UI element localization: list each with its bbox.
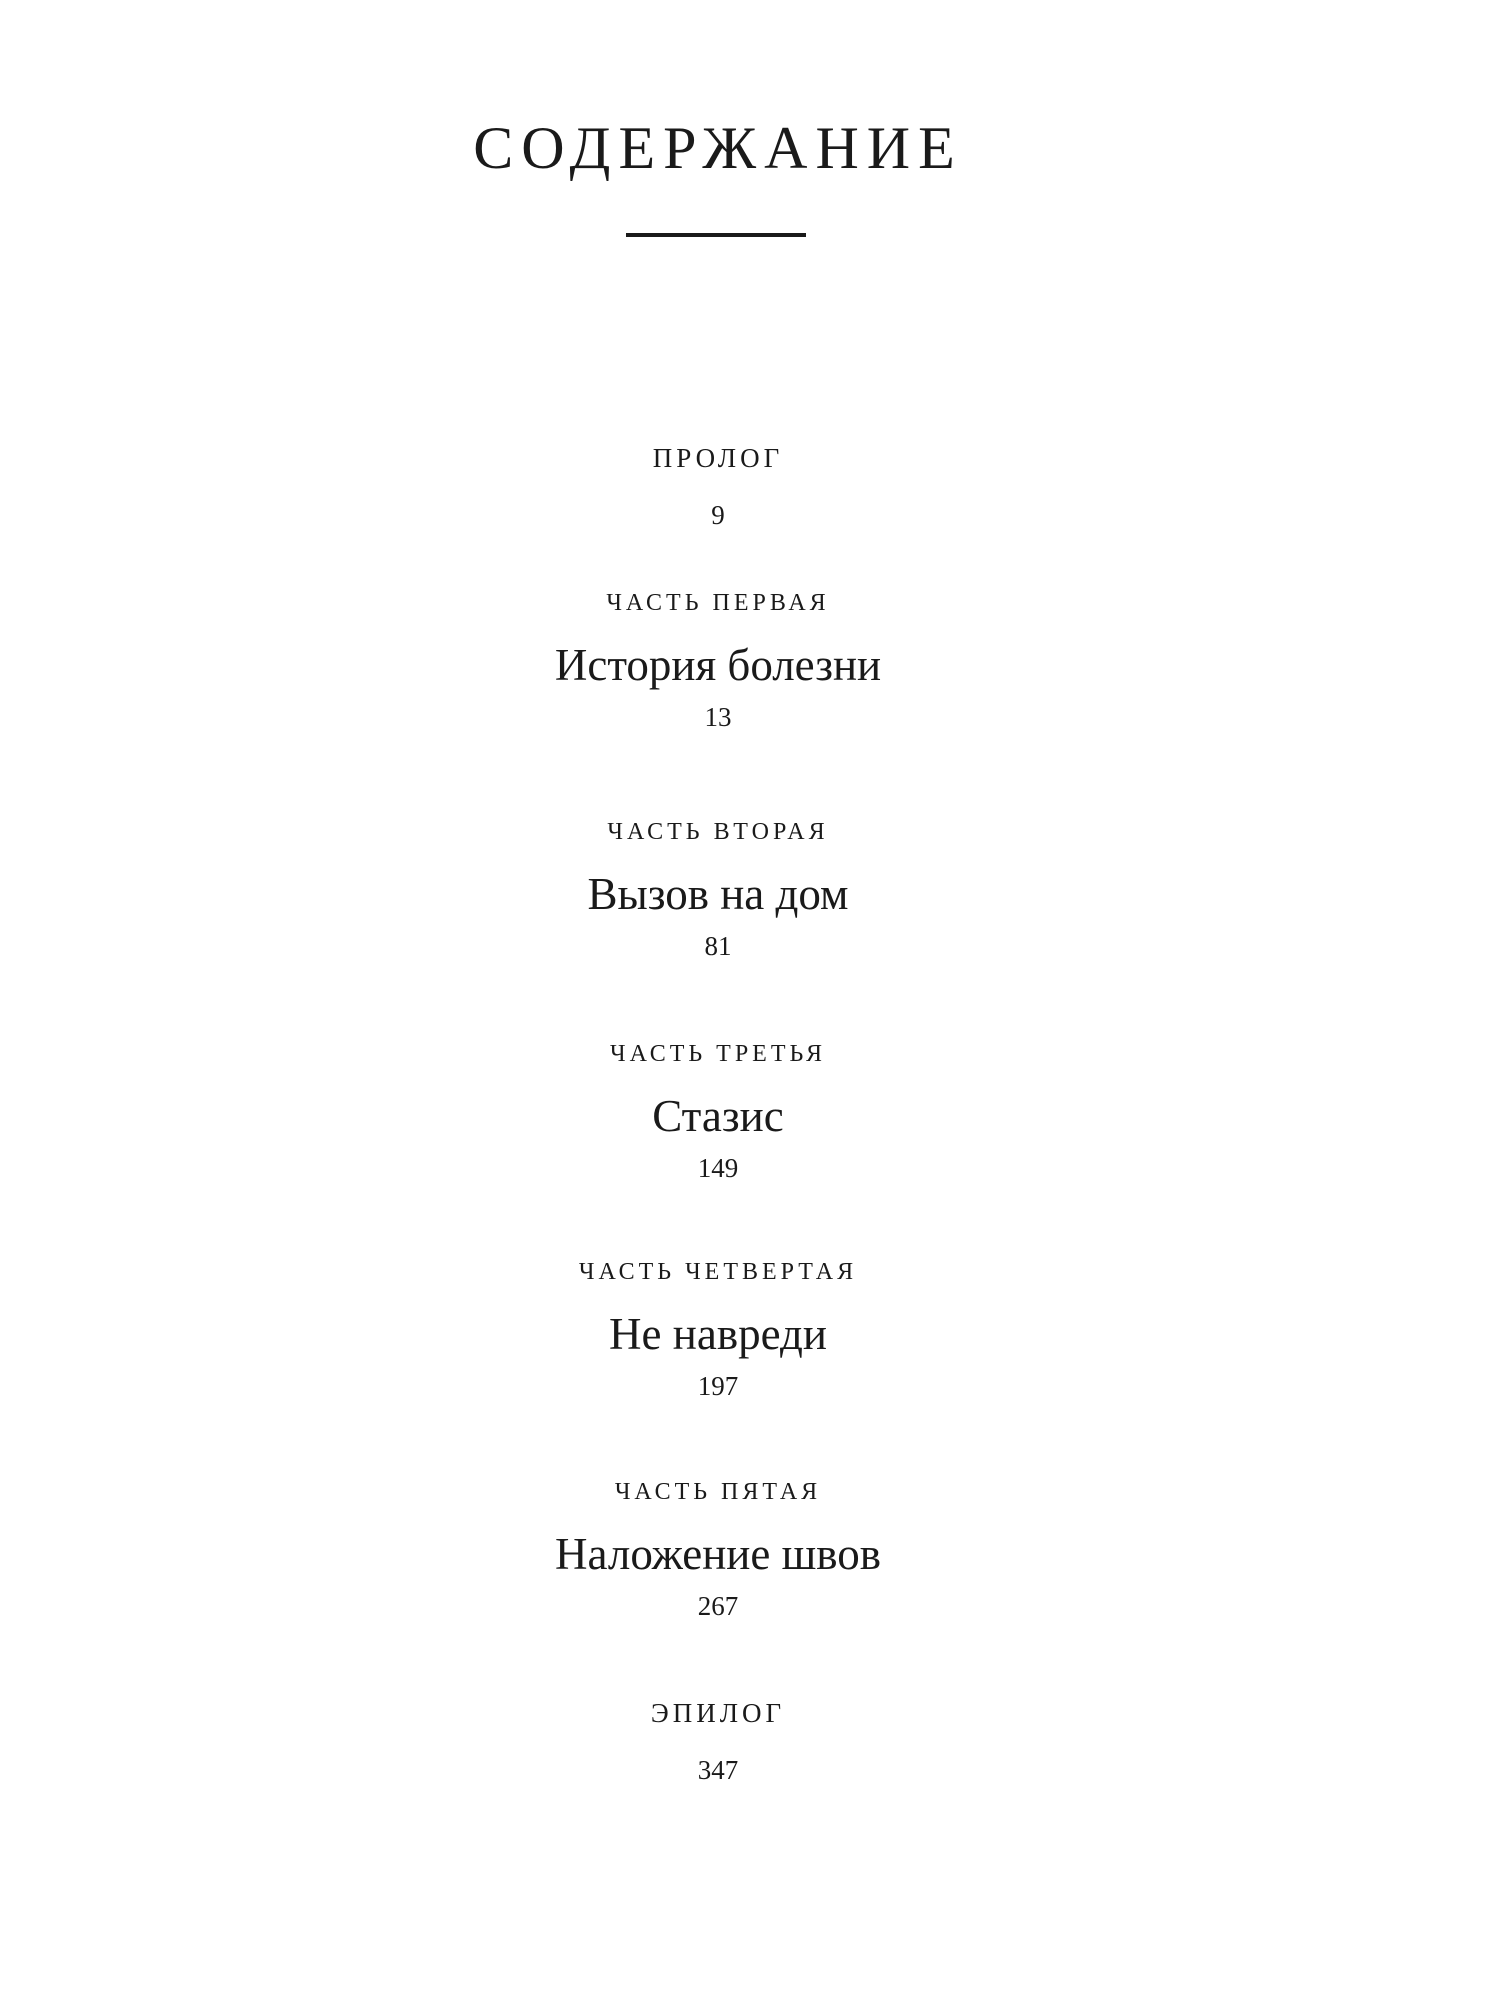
toc-entry-part-2 xyxy=(0,820,1436,960)
page-number: 347 xyxy=(697,1755,739,1785)
part-label: ЧАСТЬ ПЕРВАЯ xyxy=(606,590,830,616)
page-number: 81 xyxy=(704,931,732,961)
part-title: Наложение швов xyxy=(555,1529,881,1579)
part-label: ПРОЛОГ xyxy=(652,443,784,473)
part-label: ЧАСТЬ ПЯТАЯ xyxy=(614,1479,822,1505)
page-number: 9 xyxy=(711,500,725,530)
toc-entry-part-4 xyxy=(0,1260,1436,1400)
toc-entry-prologue xyxy=(0,445,1436,529)
part-label: ЧАСТЬ ТРЕТЬЯ xyxy=(609,1041,827,1067)
page-number: 197 xyxy=(697,1371,739,1401)
title-rule xyxy=(626,233,806,237)
part-title: Стазис xyxy=(652,1091,784,1141)
toc-entry-part-1 xyxy=(0,591,1436,731)
toc-entry-part-5 xyxy=(0,1480,1436,1620)
part-title: Не навреди xyxy=(609,1309,827,1359)
part-label: ЧАСТЬ ВТОРАЯ xyxy=(607,819,829,845)
toc-entry-part-3 xyxy=(0,1042,1436,1182)
toc-entry-epilogue xyxy=(0,1700,1436,1784)
page-number: 267 xyxy=(697,1591,739,1621)
page-number: 13 xyxy=(704,702,732,732)
part-title: История болезни xyxy=(554,640,882,690)
part-label: ЭПИЛОГ xyxy=(650,1698,786,1728)
page-number: 149 xyxy=(697,1153,739,1183)
part-title: Вызов на дом xyxy=(587,869,849,919)
page-title: СОДЕРЖАНИЕ xyxy=(473,115,963,181)
part-label: ЧАСТЬ ЧЕТВЕРТАЯ xyxy=(578,1259,858,1285)
